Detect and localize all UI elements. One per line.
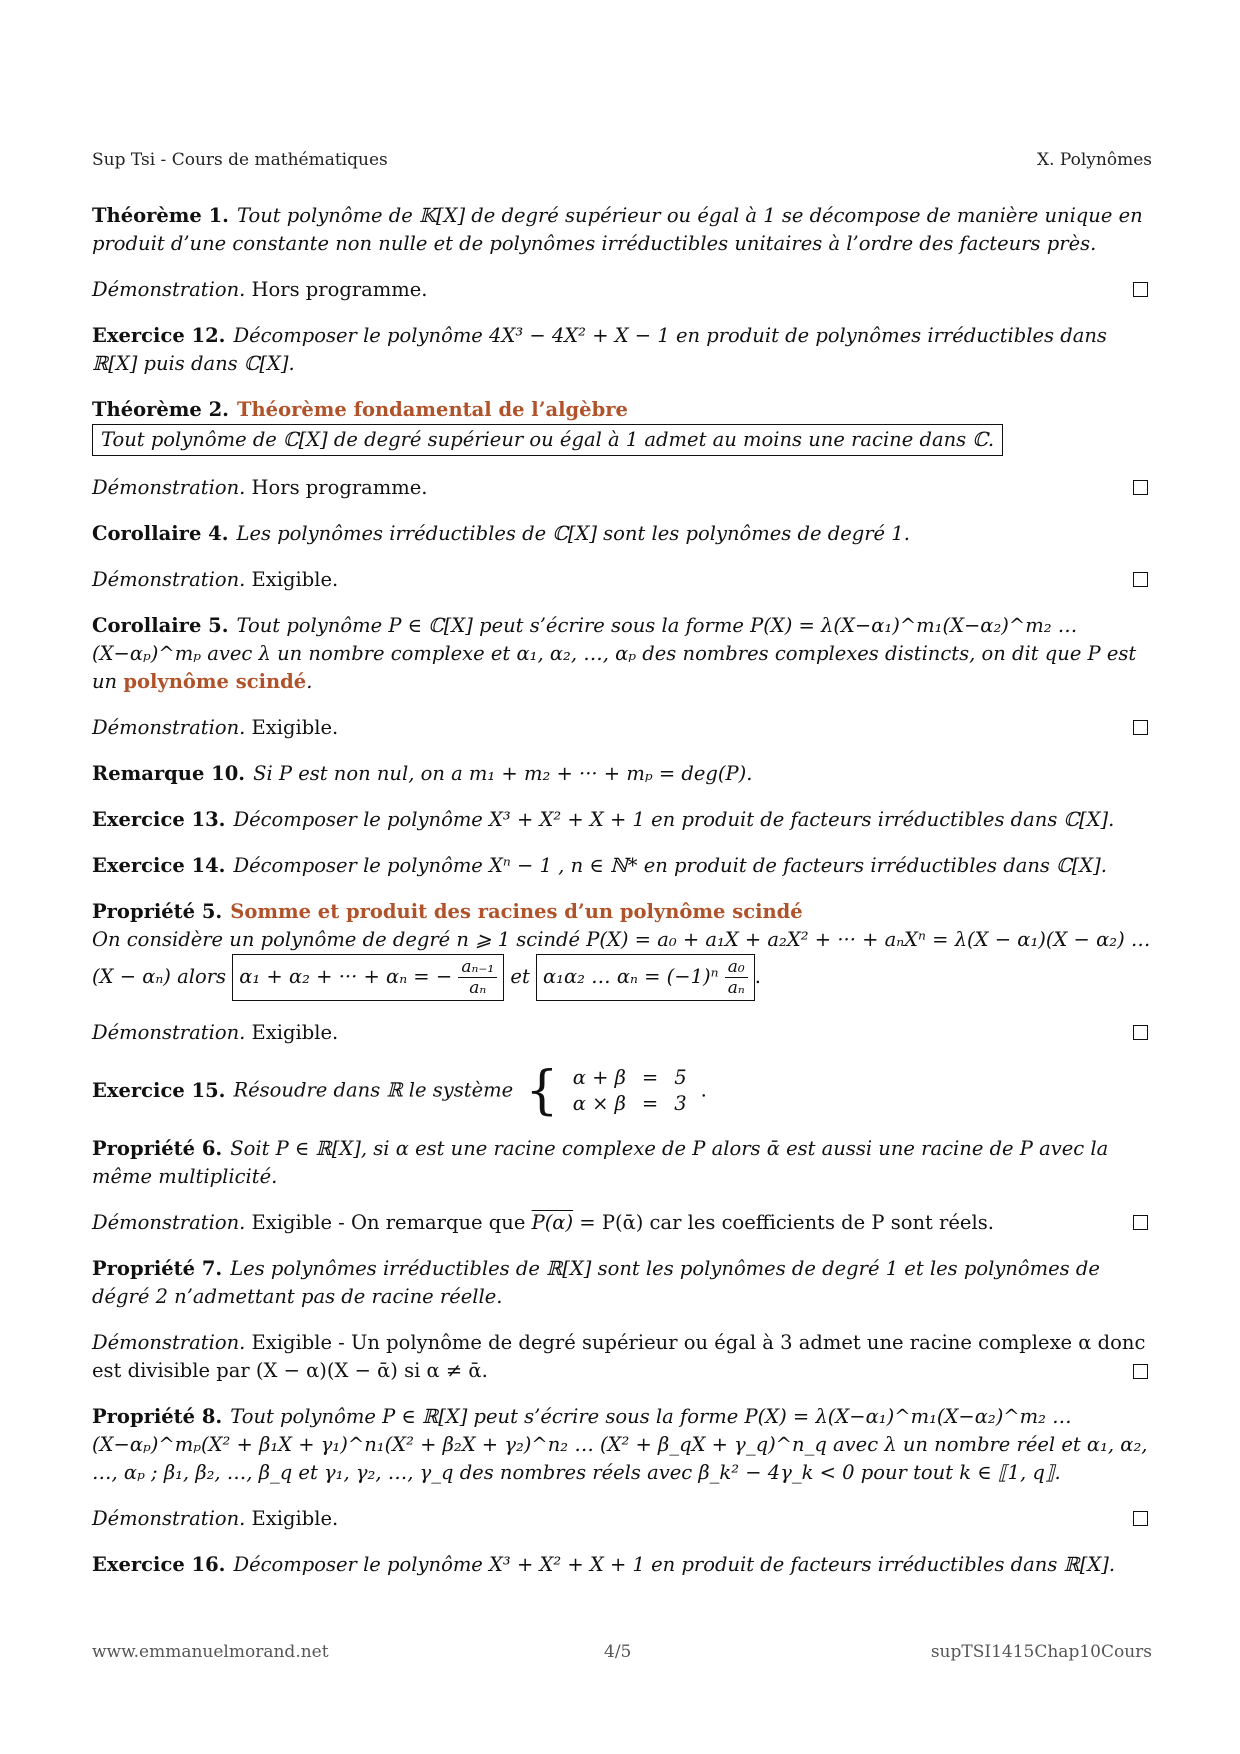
- corollary-4-text: Les polynômes irréductibles de ℂ[X] sont les polynômes de degré 1.: [236, 522, 910, 545]
- remark-10-text: Si P est non nul, on a m₁ + m₂ + ··· + mₚ = deg(P).: [253, 762, 753, 785]
- property-6-text: Soit P ∈ ℝ[X], si α est une racine complexe de P alors ᾱ est aussi une racine de P avec la même multiplicité.: [92, 1137, 1109, 1188]
- demonstration-3: [92, 566, 1152, 594]
- product-fraction: [725, 957, 748, 998]
- sum-numerator: aₙ₋₁: [458, 957, 497, 978]
- property-5-end: .: [754, 965, 761, 988]
- sum-lhs: α₁ + α₂ + ··· + αₙ = −: [239, 965, 453, 988]
- demonstration-text: Exigible - Un polynôme de degré supérieur ou égal à 3 admet une racine complexe α donc est divisible par (X − α)(X − ᾱ) si α ≠ ᾱ.: [92, 1331, 1146, 1382]
- demonstration-label: Démonstration.: [92, 568, 246, 591]
- theorem-1-text: Tout polynôme de 𝕂[X] de degré supérieur ou égal à 1 se décompose de manière unique en produit d’une constante non nulle et de polynômes irréductibles unitaires à l’ordre des facteurs près.: [92, 204, 1143, 255]
- qed-square-icon: [1133, 1215, 1148, 1230]
- demonstration-label: Démonstration.: [92, 716, 246, 739]
- demonstration-1: [92, 276, 1152, 304]
- theorem-1-title: Théorème 1.: [92, 204, 229, 227]
- exercise-13-text: Décomposer le polynôme X³ + X² + X + 1 en produit de facteurs irréductibles dans ℂ[X].: [233, 808, 1115, 831]
- exercise-14: [92, 852, 1152, 880]
- qed-square-icon: [1133, 1025, 1148, 1040]
- exercise-13: [92, 806, 1152, 834]
- exercise-16-text: Décomposer le polynôme X³ + X² + X + 1 en produit de facteurs irréductibles dans ℝ[X].: [233, 1553, 1116, 1576]
- exercise-16: [92, 1551, 1152, 1579]
- demonstration-label: Démonstration.: [92, 476, 246, 499]
- page-footer: [92, 1642, 1152, 1662]
- demonstration-label: Démonstration.: [92, 1211, 246, 1234]
- product-denominator: aₙ: [727, 978, 745, 998]
- system-row: α + β = 5: [572, 1066, 687, 1089]
- header-chapter: X. Polynômes: [1036, 150, 1152, 170]
- property-5-text: On considère un polynôme de degré n ⩾ 1 scindé P(X) = a₀ + a₁X + a₂X² + ··· + aₙXⁿ = λ(X − α₁)(X − α₂) … (X − αₙ) alors: [92, 928, 1151, 988]
- demonstration-text-end: = P(ᾱ) car les coefficients de P sont réels.: [579, 1211, 994, 1234]
- property-8-text: Tout polynôme P ∈ ℝ[X] peut s’écrire sous la forme P(X) = λ(X−α₁)^m₁(X−α₂)^m₂ … (X−αₚ)^mₚ(X² + β₁X + γ₁)^n₁(X² + β₂X + γ₂)^n₂ … (X² + β_qX + γ_q)^n_q avec λ un nombre réel et α₁, α₂, …, αₚ ; β₁, β₂, …, β_q et γ₁, γ₂, …, γ_q des nombres réels avec β_k² − 4γ_k < 0 pour tout k ∈ ⟦1, q⟧.: [92, 1405, 1148, 1484]
- demonstration-text: Hors programme.: [251, 278, 428, 301]
- header-course: Sup Tsi - Cours de mathématiques: [92, 150, 388, 170]
- page-header: [92, 150, 1152, 170]
- demonstration-6: [92, 1209, 1152, 1237]
- theorem-2: [92, 396, 1152, 456]
- left-brace-icon: {: [525, 1061, 559, 1121]
- exercise-12: [92, 322, 1152, 378]
- property-7-title: Propriété 7.: [92, 1257, 223, 1280]
- property-7: [92, 1255, 1152, 1311]
- exercise-16-title: Exercice 16.: [92, 1553, 226, 1576]
- remark-10: [92, 760, 1152, 788]
- exercise-15-end: .: [700, 1078, 707, 1102]
- property-6: [92, 1135, 1152, 1191]
- demonstration-label: Démonstration.: [92, 1507, 246, 1530]
- property-6-title: Propriété 6.: [92, 1137, 223, 1160]
- qed-square-icon: [1133, 282, 1148, 297]
- equation-system: [525, 1061, 694, 1121]
- remark-10-title: Remarque 10.: [92, 762, 246, 785]
- corollary-4: [92, 520, 1152, 548]
- product-lhs: α₁α₂ … αₙ = (−1)ⁿ: [543, 965, 719, 988]
- system-row: α × β = 3: [572, 1092, 687, 1115]
- demonstration-label: Démonstration.: [92, 278, 246, 301]
- corollary-5: [92, 612, 1152, 696]
- product-numerator: a₀: [725, 957, 748, 978]
- demonstration-text: Exigible.: [251, 716, 339, 739]
- exercise-14-title: Exercice 14.: [92, 854, 226, 877]
- demonstration-text: Exigible - On remarque que: [251, 1211, 526, 1234]
- demonstration-text: Exigible.: [251, 568, 339, 591]
- theorem-2-name: Théorème fondamental de l’algèbre: [236, 398, 628, 421]
- exercise-15-text: Résoudre dans ℝ le système: [233, 1078, 514, 1102]
- exercise-12-title: Exercice 12.: [92, 324, 226, 347]
- qed-square-icon: [1133, 1511, 1148, 1526]
- demonstration-5: [92, 1019, 1152, 1047]
- theorem-2-title: Théorème 2.: [92, 398, 229, 421]
- exercise-12-text: Décomposer le polynôme 4X³ − 4X² + X − 1 en produit de polynômes irréductibles dans ℝ[X] puis dans ℂ[X].: [92, 324, 1107, 375]
- property-5-et: et: [510, 965, 530, 988]
- product-of-roots-formula: [536, 954, 755, 1001]
- sum-of-roots-formula: [232, 954, 504, 1001]
- sum-fraction: [458, 957, 497, 998]
- footer-website: www.emmanuelmorand.net: [92, 1642, 329, 1662]
- demonstration-label: Démonstration.: [92, 1331, 246, 1354]
- demonstration-text: Hors programme.: [251, 476, 428, 499]
- corollary-5-title: Corollaire 5.: [92, 614, 229, 637]
- theorem-1: [92, 202, 1152, 258]
- document-page: [92, 0, 1152, 1754]
- exercise-13-title: Exercice 13.: [92, 808, 226, 831]
- property-5-name: Somme et produit des racines d’un polynôme scindé: [230, 900, 803, 923]
- qed-square-icon: [1133, 720, 1148, 735]
- demonstration-7: [92, 1329, 1152, 1385]
- property-8-title: Propriété 8.: [92, 1405, 223, 1428]
- qed-square-icon: [1133, 1364, 1148, 1379]
- page-body: [92, 202, 1152, 1597]
- corollary-4-title: Corollaire 4.: [92, 522, 229, 545]
- demonstration-8: [92, 1505, 1152, 1533]
- property-5: [92, 898, 1152, 1001]
- property-8: [92, 1403, 1152, 1487]
- conjugate-expression: P(α): [531, 1211, 574, 1234]
- property-7-text: Les polynômes irréductibles de ℝ[X] sont les polynômes de degré 1 et les polynômes de dégré 2 n’admettant pas de racine réelle.: [92, 1257, 1100, 1308]
- property-5-title: Propriété 5.: [92, 900, 223, 923]
- qed-square-icon: [1133, 572, 1148, 587]
- corollary-5-end: .: [306, 670, 313, 693]
- demonstration-4: [92, 714, 1152, 742]
- exercise-15: [92, 1061, 1152, 1121]
- demonstration-2: [92, 474, 1152, 502]
- demonstration-text: Exigible.: [251, 1507, 339, 1530]
- footer-document-id: supTSI1415Chap10Cours: [930, 1642, 1152, 1662]
- exercise-14-text: Décomposer le polynôme Xⁿ − 1 , n ∈ ℕ* en produit de facteurs irréductibles dans ℂ[X].: [233, 854, 1107, 877]
- corollary-5-term: polynôme scindé: [123, 670, 307, 693]
- sum-denominator: aₙ: [469, 978, 487, 998]
- exercise-15-title: Exercice 15.: [92, 1078, 226, 1102]
- footer-page-number: 4/5: [604, 1642, 632, 1662]
- theorem-2-boxed-statement: Tout polynôme de ℂ[X] de degré supérieur ou égal à 1 admet au moins une racine dans ℂ.: [92, 424, 1003, 456]
- system-rows: [565, 1065, 695, 1117]
- demonstration-label: Démonstration.: [92, 1021, 246, 1044]
- corollary-5-text: Tout polynôme P ∈ ℂ[X] peut s’écrire sous la forme P(X) = λ(X−α₁)^m₁(X−α₂)^m₂ … (X−αₚ)^mₚ avec λ un nombre complexe et α₁, α₂, …, αₚ des nombres complexes distincts, on dit que P est un: [92, 614, 1137, 693]
- demonstration-text: Exigible.: [251, 1021, 339, 1044]
- qed-square-icon: [1133, 480, 1148, 495]
